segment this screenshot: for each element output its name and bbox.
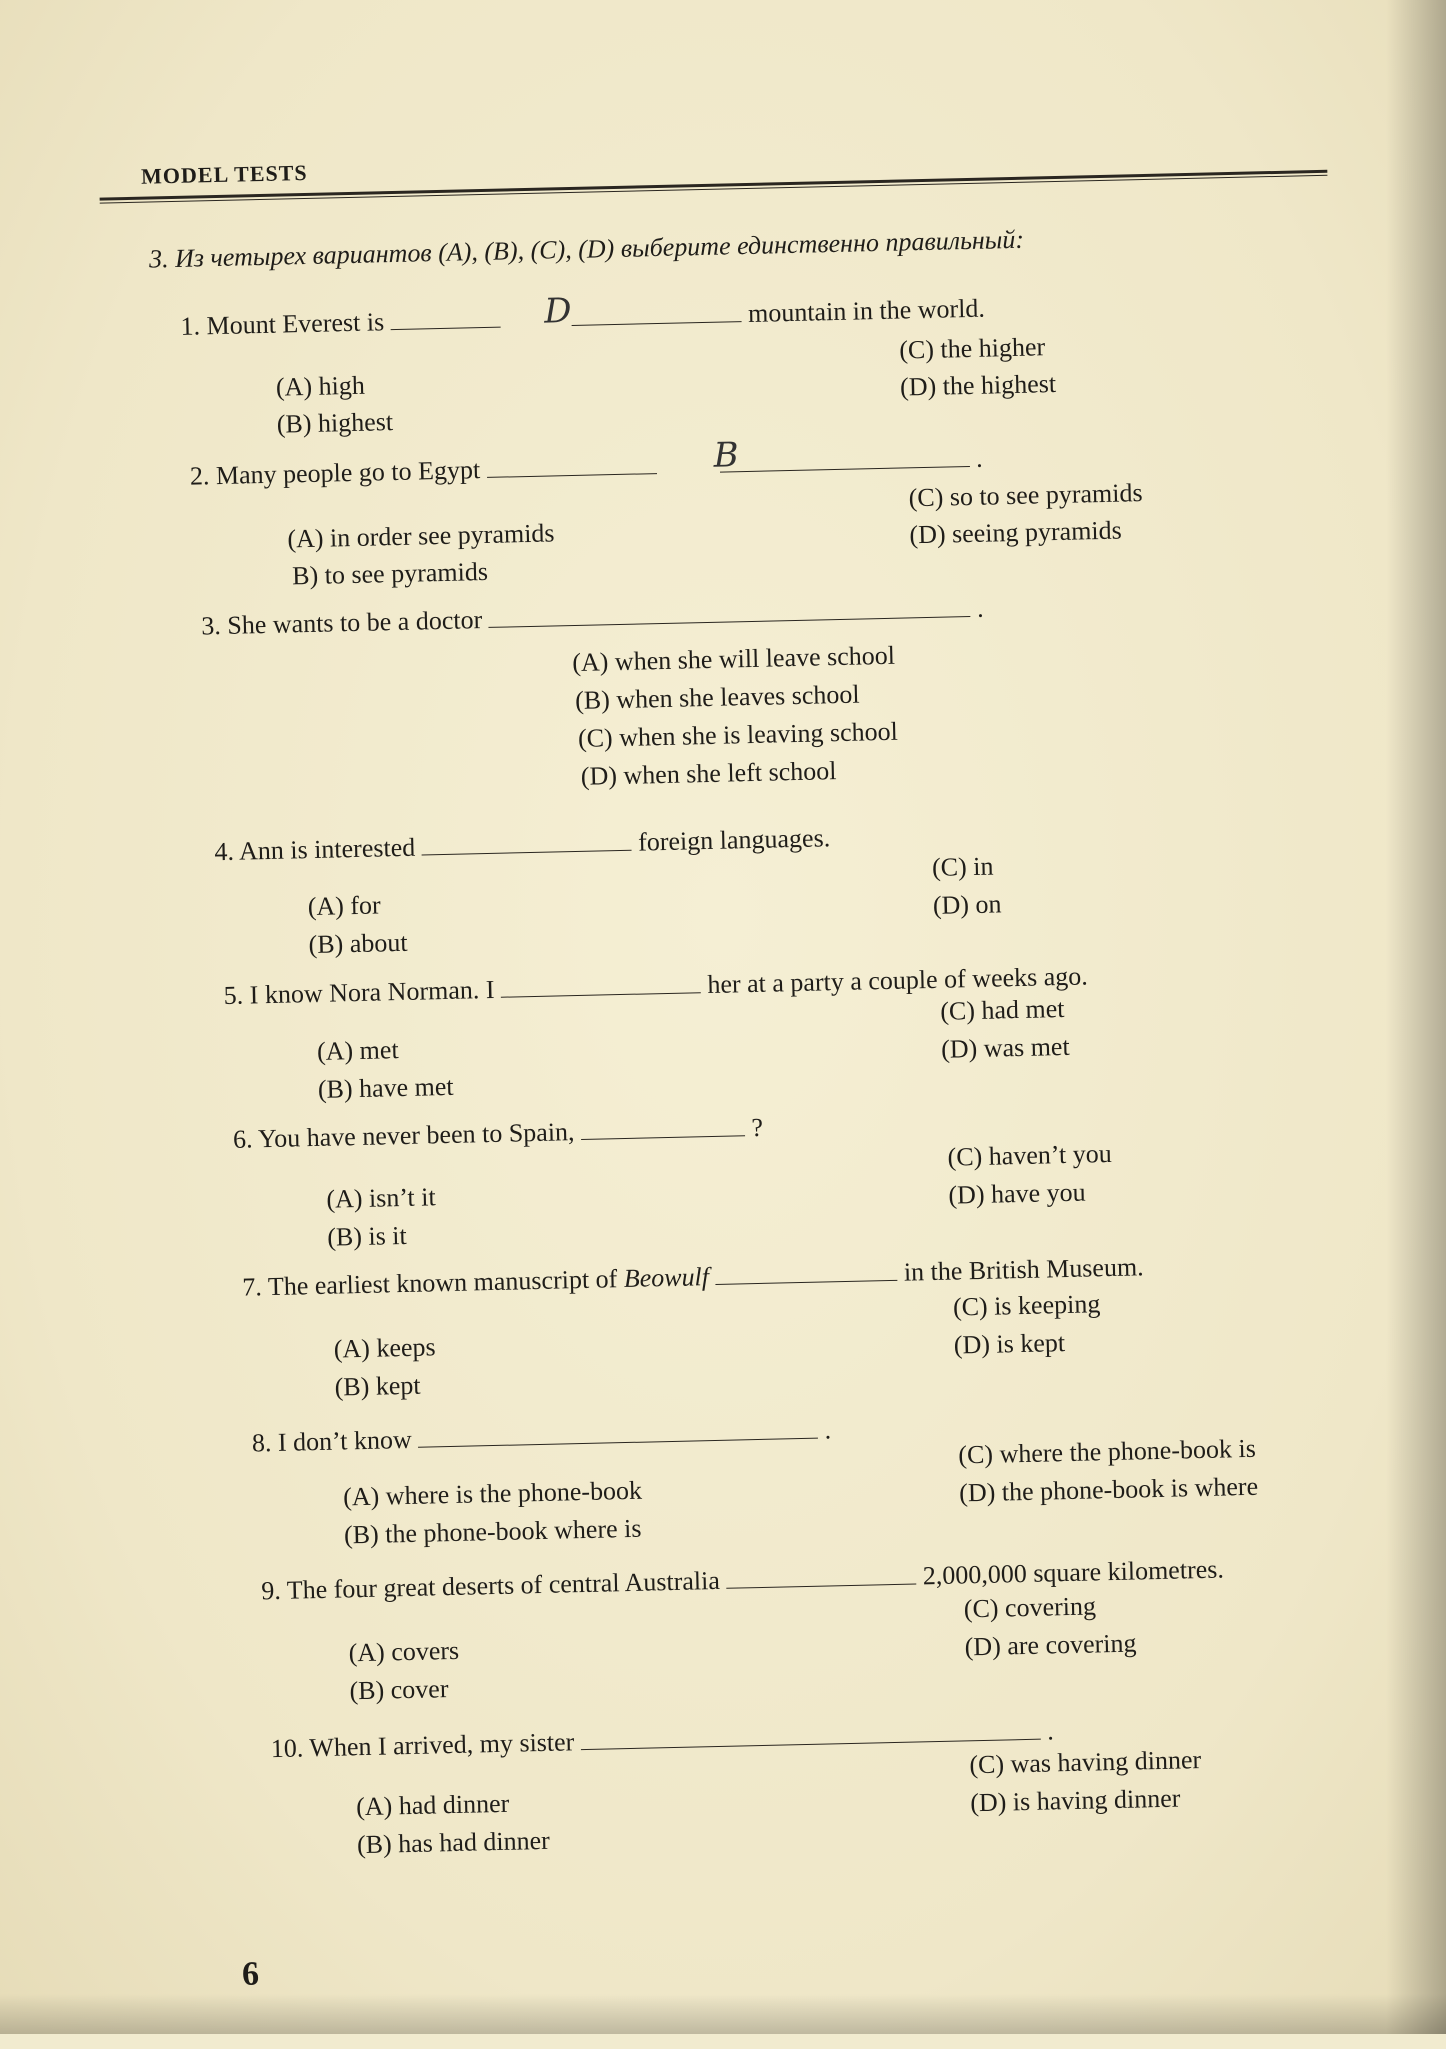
option-c: (C) was having dinner bbox=[969, 1745, 1202, 1780]
question-4-text-end: foreign languages. bbox=[637, 823, 831, 857]
option-a: (A) met bbox=[316, 1035, 399, 1066]
option-b: (B) has had dinner bbox=[356, 1825, 551, 1860]
answer-blank bbox=[488, 596, 970, 628]
page-number: 6 bbox=[241, 1955, 260, 1993]
option-a: (A) covers bbox=[348, 1635, 460, 1668]
bottom-shadow bbox=[0, 1994, 1446, 2034]
question-7-text: 7. The earliest known manuscript of bbox=[242, 1264, 618, 1302]
option-a: (A) when she will leave school bbox=[571, 640, 896, 678]
option-c: (C) is keeping bbox=[952, 1289, 1101, 1322]
question-1-text-end: mountain in the world. bbox=[747, 293, 986, 328]
option-b: (B) about bbox=[308, 927, 408, 960]
question-3-text-end: . bbox=[976, 593, 984, 623]
option-d: (D) is having dinner bbox=[969, 1783, 1181, 1818]
question-6-stem bbox=[233, 1113, 764, 1155]
option-b: (B) when she leaves school bbox=[574, 679, 860, 715]
option-a: (A) high bbox=[275, 370, 366, 402]
option-d: (D) is kept bbox=[953, 1328, 1066, 1360]
binding-shadow bbox=[1386, 0, 1446, 2034]
question-8-text-end: . bbox=[824, 1415, 832, 1445]
question-10-text: 10. When I arrived, my sister bbox=[270, 1727, 575, 1764]
answer-blank bbox=[580, 1719, 1040, 1750]
option-a: (A) isn’t it bbox=[326, 1182, 436, 1214]
option-d: (D) seeing pyramids bbox=[909, 515, 1123, 550]
option-c: (C) haven’t you bbox=[947, 1138, 1113, 1172]
option-c: (C) where the phone-book is bbox=[958, 1433, 1257, 1470]
question-6-text-end: ? bbox=[751, 1112, 764, 1143]
option-b: (B) is it bbox=[326, 1220, 408, 1252]
option-a: (A) for bbox=[307, 890, 381, 922]
handwritten-answer-mark: D bbox=[543, 290, 573, 332]
option-d: (D) the highest bbox=[899, 368, 1057, 402]
question-7-text-end: in the British Museum. bbox=[903, 1252, 1144, 1287]
question-7-italic-title: Beowulf bbox=[623, 1262, 710, 1294]
option-d: (D) have you bbox=[948, 1177, 1086, 1210]
answer-blank bbox=[715, 1260, 897, 1285]
option-b: (B) cover bbox=[349, 1674, 449, 1706]
option-a: (A) had dinner bbox=[355, 1788, 510, 1822]
question-3-text: 3. She wants to be a doctor bbox=[201, 605, 483, 641]
question-2-text: 2. Many people go to Egypt bbox=[189, 455, 481, 491]
option-b: (B) the phone-book where is bbox=[343, 1513, 642, 1550]
question-2-stem bbox=[190, 444, 983, 492]
option-b: (B) highest bbox=[276, 407, 394, 439]
option-b: (B) have met bbox=[317, 1071, 454, 1104]
option-d: (D) on bbox=[932, 889, 1002, 920]
option-d: (D) was met bbox=[940, 1031, 1070, 1064]
option-c: (C) so to see pyramids bbox=[908, 478, 1143, 513]
answer-blank bbox=[726, 1563, 916, 1588]
answer-blank bbox=[421, 830, 631, 856]
question-9-text-end: 2,000,000 square kilometres. bbox=[922, 1554, 1225, 1591]
handwritten-answer-mark: B bbox=[713, 435, 740, 476]
option-a: (A) keeps bbox=[333, 1332, 436, 1364]
option-a: (A) where is the phone-book bbox=[342, 1475, 643, 1512]
question-6-text: 6. You have never been to Spain, bbox=[232, 1117, 575, 1154]
exercise-instruction: 3. Из четырех вариантов (A), (B), (C), (D) выберите единственно правильный: bbox=[148, 224, 1025, 274]
question-10-stem bbox=[271, 1716, 1054, 1764]
option-d: (D) the phone-book is where bbox=[958, 1471, 1259, 1508]
answer-blank bbox=[581, 1115, 745, 1140]
answer-blank bbox=[390, 307, 500, 330]
answer-blank bbox=[418, 1418, 818, 1448]
option-c: (C) had met bbox=[939, 993, 1065, 1026]
option-d: (D) when she left school bbox=[580, 756, 837, 791]
option-c: (C) covering bbox=[963, 1591, 1097, 1624]
option-c: (C) in bbox=[931, 851, 994, 882]
option-d: (D) are covering bbox=[964, 1628, 1137, 1662]
answer-blank bbox=[501, 972, 701, 998]
running-head: MODEL TESTS bbox=[140, 159, 308, 189]
question-5-text-end: her at a party a couple of weeks ago. bbox=[707, 961, 1089, 1000]
answer-blank bbox=[719, 446, 969, 473]
question-2-text-end: . bbox=[975, 443, 983, 473]
question-8-text: 8. I don’t know bbox=[251, 1424, 413, 1458]
option-b: (B) kept bbox=[334, 1370, 421, 1402]
option-b: B) to see pyramids bbox=[291, 556, 489, 591]
question-4-stem bbox=[214, 823, 830, 867]
question-4-text: 4. Ann is interested bbox=[214, 832, 416, 867]
question-3-stem bbox=[201, 594, 984, 642]
question-8-stem bbox=[252, 1415, 832, 1458]
question-9-text: 9. The four great deserts of central Australia bbox=[260, 1565, 721, 1606]
question-10-text-end: . bbox=[1046, 1716, 1054, 1746]
answer-blank bbox=[486, 453, 656, 478]
option-c: (C) the higher bbox=[898, 332, 1046, 365]
question-5-text: 5. I know Nora Norman. I bbox=[223, 974, 495, 1011]
option-c: (C) when she is leaving school bbox=[577, 716, 899, 753]
option-a: (A) in order see pyramids bbox=[287, 518, 555, 554]
question-1-stem bbox=[180, 294, 985, 342]
question-1-text: 1. Mount Everest is bbox=[180, 307, 385, 341]
answer-blank bbox=[571, 301, 741, 326]
